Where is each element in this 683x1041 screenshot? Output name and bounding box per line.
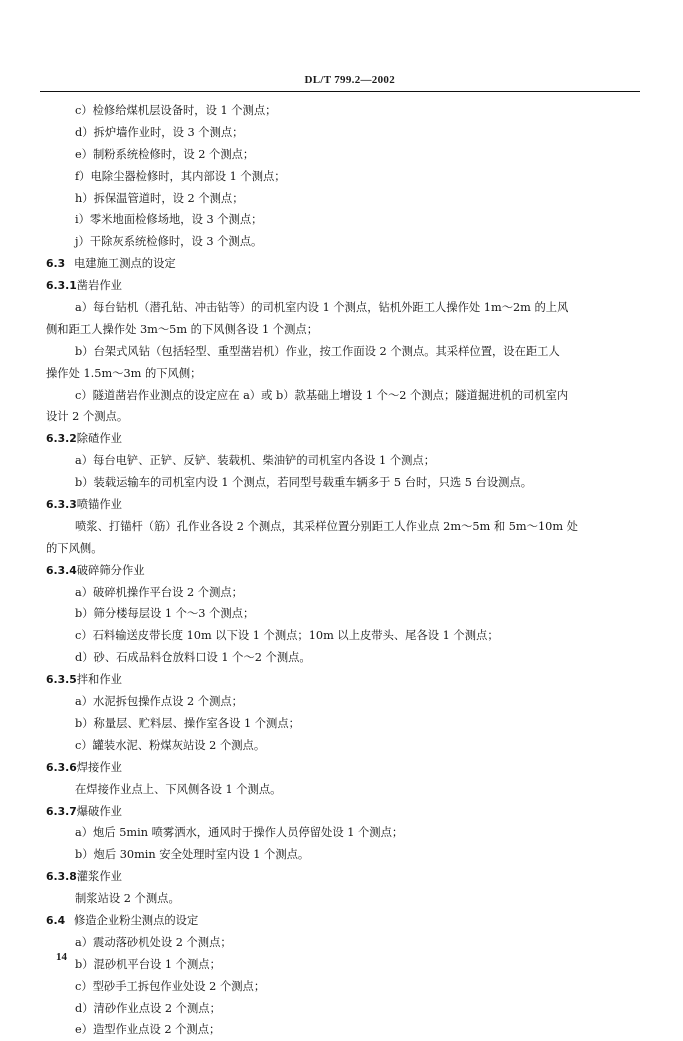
list-item: d）砂、石成品料仓放料口设 1 个～2 个测点。 [75, 651, 311, 665]
section-number: 6.3.4 [46, 563, 77, 577]
list-item: j）干除灰系统检修时，设 3 个测点。 [75, 235, 263, 249]
page-header [40, 72, 640, 92]
list-item: c）检修给煤机层设备时，设 1 个测点； [75, 104, 277, 117]
page-number: 14 [56, 951, 67, 963]
list-item: e）制粉系统检修时，设 2 个测点； [75, 147, 255, 161]
section-number: 6.3.1 [46, 279, 77, 293]
paragraph-line: 操作处 1.5m～3m 的下风侧； [46, 366, 202, 380]
section-heading [46, 275, 636, 297]
section-number: 6.3.5 [46, 673, 77, 687]
section-number: 6.3.3 [46, 498, 77, 512]
paragraph-line: 的下风侧。 [46, 541, 103, 555]
section-number: 6.3.8 [46, 870, 77, 884]
list-item: c）罐装水泥、粉煤灰站设 2 个测点。 [75, 738, 266, 752]
standard-code: DL/T 799.2—2002 [304, 74, 395, 86]
list-item: a）破碎机操作平台设 2 个测点； [75, 585, 243, 599]
paragraph-line: b）台架式风钻（包括轻型、重型凿岩机）作业，按工作面设 2 个测点。其采样位置，设在距工人 [75, 344, 560, 358]
section-number: 6.3 [46, 257, 66, 271]
list-item: b）筛分楼每层设 1 个～3 个测点； [75, 607, 255, 621]
section-title: 破碎筛分作业 [76, 563, 145, 577]
list-item: b）装载运输车的司机室内设 1 个测点，若同型号载重车辆多于 5 台时，只选 5 台设测点。 [75, 476, 533, 490]
list-item: b）炮后 30min 安全处理时室内设 1 个测点。 [75, 848, 310, 862]
section-heading [46, 910, 636, 932]
section-heading [46, 801, 636, 823]
list-item: d）清砂作业点设 2 个测点； [75, 1001, 221, 1015]
section-title: 焊接作业 [76, 760, 122, 774]
list-item: c）型砂手工拆包作业处设 2 个测点； [75, 979, 266, 993]
paragraph-line: 制浆站设 2 个测点。 [75, 892, 180, 906]
list-item: i）零米地面检修场地，设 3 个测点； [75, 213, 263, 227]
list-item: h）拆保温管道时，设 2 个测点； [75, 191, 244, 205]
section-heading [46, 560, 636, 582]
paragraph-line: 喷浆、打锚杆（筋）孔作业各设 2 个测点，其采样位置分别距工人作业点 2m～5m 和 5m～10m 处 [75, 519, 578, 533]
list-item: b）称量层、贮料层、操作室各设 1 个测点； [75, 716, 300, 730]
paragraph-line: 侧和距工人操作处 3m～5m 的下风侧各设 1 个测点； [46, 322, 318, 336]
section-heading [46, 494, 636, 516]
list-item: a）每台电铲、正铲、反铲、装载机、柴油铲的司机室内各设 1 个测点； [75, 454, 436, 468]
section-heading [46, 757, 636, 779]
section-title: 灌浆作业 [76, 870, 122, 884]
list-item: b）混砂机平台设 1 个测点； [75, 957, 221, 971]
section-number: 6.3.7 [46, 804, 77, 818]
section-heading [46, 253, 636, 275]
section-heading [46, 866, 636, 888]
document-body [46, 100, 636, 1041]
paragraph-line: c）隧道凿岩作业测点的设定应在 a）或 b）款基础上增设 1 个～2 个测点；隧道掘进机的司机室内 [75, 388, 569, 402]
paragraph-line: 设计 2 个测点。 [46, 410, 129, 424]
list-item: a）水泥拆包操作点设 2 个测点； [75, 695, 243, 709]
section-title: 修造企业粉尘测点的设定 [74, 913, 199, 927]
list-item: f）电除尘器检修时，其内部设 1 个测点； [75, 169, 286, 183]
section-title: 爆破作业 [76, 804, 122, 818]
section-number: 6.3.2 [46, 432, 77, 446]
section-heading [46, 428, 636, 450]
list-item: a）炮后 5min 喷雾洒水，通风时于操作人员停留处设 1 个测点； [75, 826, 404, 840]
section-title: 拌和作业 [76, 673, 122, 687]
header-divider [40, 91, 640, 92]
list-item: d）拆炉墙作业时，设 3 个测点； [75, 125, 244, 139]
section-number: 6.3.6 [46, 760, 77, 774]
section-title: 除碴作业 [76, 432, 122, 446]
section-title: 喷锚作业 [76, 498, 122, 512]
section-number: 6.4 [46, 913, 66, 927]
list-item: c）石料输送皮带长度 10m 以下设 1 个测点；10m 以上皮带头、尾各设 1 个测点； [75, 629, 499, 643]
paragraph-line: a）每台钻机（潜孔钻、冲击钻等）的司机室内设 1 个测点，钻机外距工人操作处 1m～2m 的上风 [75, 301, 569, 315]
list-item: e）造型作业点设 2 个测点； [75, 1023, 221, 1037]
section-title: 凿岩作业 [76, 279, 122, 293]
list-item: a）震动落砂机处设 2 个测点； [75, 935, 232, 949]
section-heading [46, 669, 636, 691]
section-title: 电建施工测点的设定 [74, 257, 176, 271]
paragraph-line: 在焊接作业点上、下风侧各设 1 个测点。 [75, 782, 282, 796]
